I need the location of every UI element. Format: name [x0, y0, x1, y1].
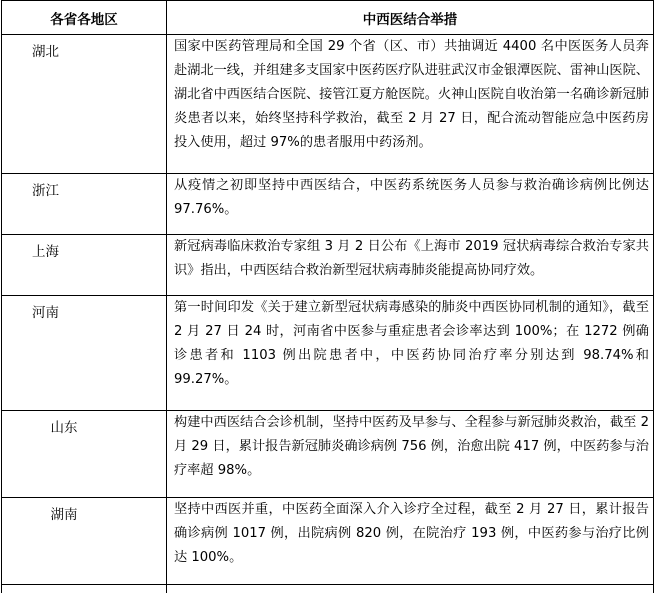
measure-cell: 国家中医药管理局和全国 29 个省（区、市）共抽调近 4400 名中医医务人员奔赴湖北一线，并组建多支国家中医药医疗队进驻武汉市金银潭医院、雷神山医院、湖北省中西医结合医院、接管江夏方舱医院。火神山医院自收治第一名确诊新冠肺炎患者以来，始终坚持科学救治，截至 2 月 27 日，配合流动智能应急中医药房投入使用，超过 97%的患者服用中药汤剂。: [167, 35, 654, 174]
table-row: [2, 498, 654, 585]
measure-cell: 第一时间印发《关于建立新型冠状病毒感染的肺炎中西医协同机制的通知》，截至 2 月 27 日 24 时，河南省中医参与重症患者会诊率达到 100%；在 1272 例确诊患者和 1103 例出院患者中，中医药协同治疗率分别达到 98.74%和 99.27%。: [167, 296, 654, 411]
measures-table: [1, 0, 654, 593]
table-row: [2, 235, 654, 296]
region-cell: 湖北: [2, 35, 167, 174]
table-row: [2, 174, 654, 235]
measure-cell: 新冠病毒临床救治专家组 3 月 2 日公布《上海市 2019 冠状病毒综合救治专家共识》指出，中西医结合救治新型冠状病毒肺炎能提高协同疗效。: [167, 235, 654, 296]
region-cell: 河南: [2, 296, 167, 411]
header-region: 各省各地区: [2, 1, 167, 35]
table-row: [2, 411, 654, 498]
table-row-partial: [2, 585, 654, 593]
table-header-row: [2, 1, 654, 35]
empty-cell: [2, 585, 167, 593]
table-row: [2, 296, 654, 411]
region-cell: 湖南: [2, 498, 167, 585]
measure-cell: 构建中西医结合会诊机制，坚持中医药及早参与、全程参与新冠肺炎救治，截至 2 月 29 日，累计报告新冠肺炎确诊病例 756 例，治愈出院 417 例，中医药参与治疗率超 98%。: [167, 411, 654, 498]
table-row: [2, 35, 654, 174]
header-measures: 中西医结合举措: [167, 1, 654, 35]
region-cell: 山东: [2, 411, 167, 498]
region-cell: 上海: [2, 235, 167, 296]
measure-cell: 坚持中西医并重，中医药全面深入介入诊疗全过程，截至 2 月 27 日，累计报告确诊病例 1017 例，出院病例 820 例，在院治疗 193 例，中医药参与治疗比例达 100%。: [167, 498, 654, 585]
empty-cell: [167, 585, 654, 593]
measure-cell: 从疫情之初即坚持中西医结合，中医药系统医务人员参与救治确诊病例比例达 97.76%。: [167, 174, 654, 235]
region-cell: 浙江: [2, 174, 167, 235]
